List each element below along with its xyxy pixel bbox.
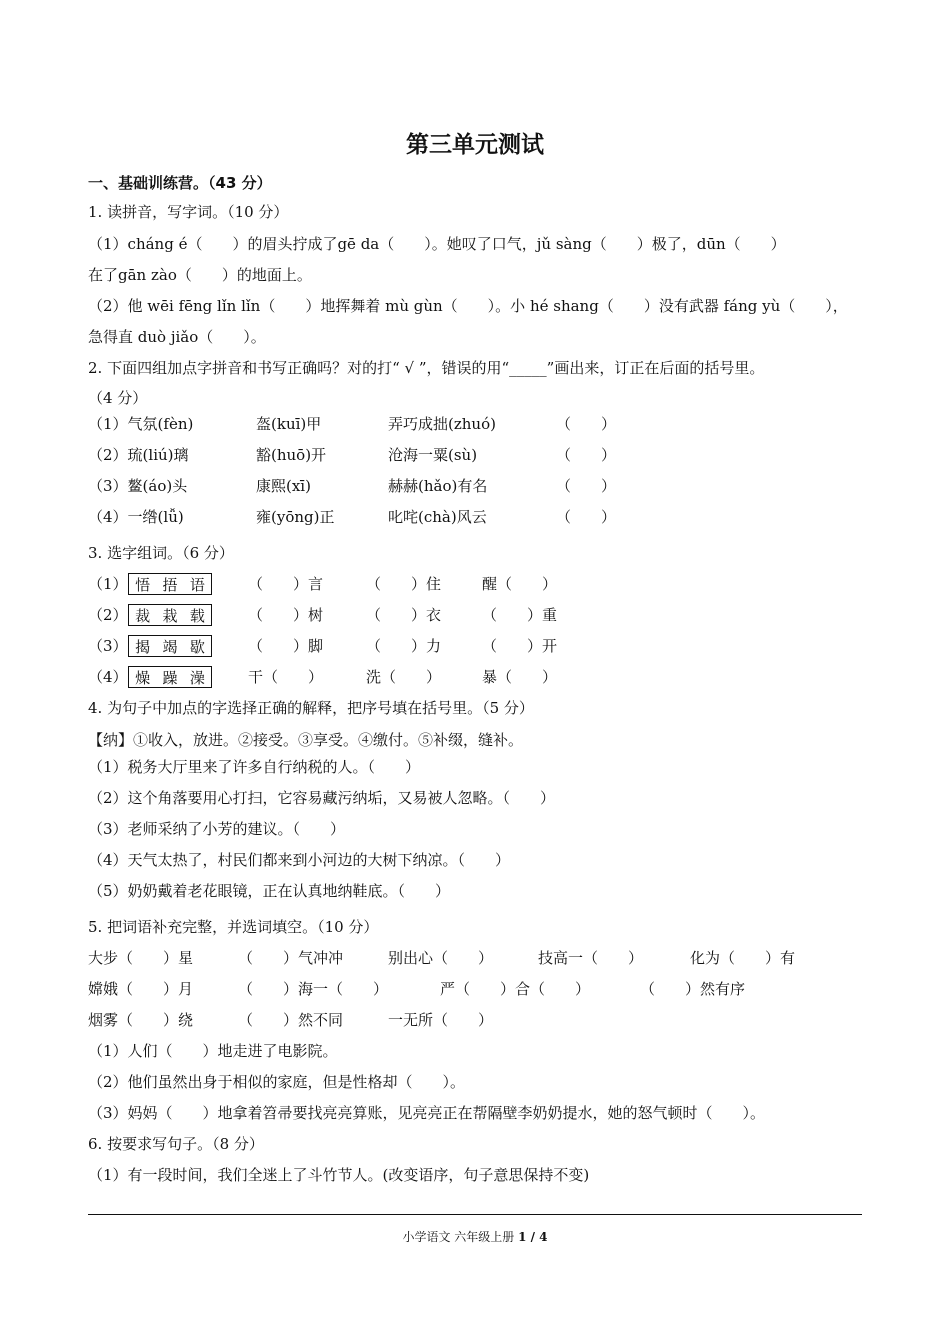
q5-idiom: 技高一（ ） bbox=[538, 949, 644, 967]
q5-idiom: 化为（ ）有 bbox=[690, 949, 796, 967]
char: 歇 bbox=[189, 637, 205, 656]
q4-item: （4）天气太热了，村民们都来到小河边的大树下纳凉。（ ） bbox=[88, 851, 511, 869]
q3-row-3-a: （ ）脚 bbox=[248, 637, 324, 655]
q2-row-3-b: 康熙(xī) bbox=[256, 477, 311, 495]
char: 揭 bbox=[135, 637, 151, 656]
question-1-line: （1）cháng é（ ）的眉头拧成了gē da（ ）。她叹了口气，jǔ sàng（ ）极了，dūn（ ） bbox=[88, 235, 786, 253]
q5-idiom: （ ）海一（ ） bbox=[238, 980, 389, 998]
q3-row-2-char-box bbox=[128, 604, 212, 626]
q3-row-3-c: （ ）开 bbox=[482, 637, 558, 655]
footer-rule bbox=[88, 1214, 862, 1215]
q5-idiom: （ ）气冲冲 bbox=[238, 949, 344, 967]
q4-item: （3）老师采纳了小芳的建议。（ ） bbox=[88, 820, 346, 838]
q3-row-3-char-box bbox=[128, 635, 212, 657]
q2-row-3-answer: （ ） bbox=[556, 477, 617, 495]
q3-row-1-char-box bbox=[128, 573, 212, 595]
q6-item: （1）有一段时间，我们全迷上了斗竹节人。(改变语序，句子意思保持不变) bbox=[88, 1166, 590, 1184]
q2-row-3-a: （3）鳌(áo)头 bbox=[88, 477, 188, 495]
q2-row-4-a: （4）一绺(lǚ) bbox=[88, 508, 184, 526]
q2-row-4-c: 叱咤(chà)风云 bbox=[388, 508, 487, 526]
footer-text: 小学语文 六年级上册 bbox=[402, 1230, 519, 1244]
q2-row-2-b: 豁(huō)开 bbox=[256, 446, 327, 464]
q2-row-1-c: 弄巧成拙(zhuó) bbox=[388, 415, 496, 433]
q5-idiom: 别出心（ ） bbox=[388, 949, 494, 967]
q3-row-4-char-box bbox=[128, 666, 212, 688]
page-number: 1 / 4 bbox=[518, 1230, 548, 1244]
question-4-definition: 【纳】①收入，放进。②接受。③享受。④缴付。⑤补缀，缝补。 bbox=[88, 731, 524, 749]
q3-row-3-num: （3） bbox=[88, 637, 128, 655]
char: 载 bbox=[189, 606, 205, 625]
q5-idiom: 严（ ）合（ ） bbox=[440, 980, 591, 998]
q5-sentence: （2）他们虽然出身于相似的家庭，但是性格却（ ）。 bbox=[88, 1073, 466, 1091]
q4-item: （5）奶奶戴着老花眼镜，正在认真地纳鞋底。（ ） bbox=[88, 882, 451, 900]
char: 躁 bbox=[162, 668, 178, 687]
q2-row-1-a: （1）气氛(fèn) bbox=[88, 415, 194, 433]
q4-item: （2）这个角落要用心打扫，它容易藏污纳垢，又易被人忽略。（ ） bbox=[88, 789, 556, 807]
question-4-heading: 4. 为句子中加点的字选择正确的解释，把序号填在括号里。（5 分） bbox=[88, 699, 534, 717]
char: 燥 bbox=[135, 668, 151, 687]
q2-row-1-answer: （ ） bbox=[556, 415, 617, 433]
section-heading: 一、基础训练营。（43 分） bbox=[88, 174, 272, 192]
q5-idiom: 大步（ ）星 bbox=[88, 949, 194, 967]
question-1-heading: 1. 读拼音，写字词。（10 分） bbox=[88, 203, 289, 221]
question-1-line: 在了gān zào（ ）的地面上。 bbox=[88, 266, 312, 284]
question-2-heading: 2. 下面四组加点字拼音和书写正确吗？对的打“ √ ”，错误的用“_____”画出来，订正在后面的括号里。 bbox=[88, 359, 765, 377]
q5-sentence: （1）人们（ ）地走进了电影院。 bbox=[88, 1042, 338, 1060]
q3-row-2-num: （2） bbox=[88, 606, 128, 624]
q2-row-2-c: 沧海一粟(sù) bbox=[388, 446, 478, 464]
q3-row-1-a: （ ）言 bbox=[248, 575, 324, 593]
q2-row-4-answer: （ ） bbox=[556, 508, 617, 526]
q3-row-1-c: 醒（ ） bbox=[482, 575, 558, 593]
q2-row-1-b: 盔(kuī)甲 bbox=[256, 415, 322, 433]
q5-idiom: 一无所（ ） bbox=[388, 1011, 494, 1029]
question-2-score: （4 分） bbox=[88, 389, 148, 407]
q2-row-3-c: 赫赫(hǎo)有名 bbox=[388, 477, 488, 495]
q5-idiom: 嫦娥（ ）月 bbox=[88, 980, 194, 998]
q4-item: （1）税务大厅里来了许多自行纳税的人。（ ） bbox=[88, 758, 421, 776]
q2-row-2-answer: （ ） bbox=[556, 446, 617, 464]
char: 语 bbox=[189, 575, 205, 594]
page-footer bbox=[0, 1228, 950, 1245]
q3-row-4-a: 干（ ） bbox=[248, 668, 324, 686]
question-1-line: （2）他 wēi fēng lǐn lǐn（ ）地挥舞着 mù gùn（ ）。小 hé shang（ ）没有武器 fáng yù（ ）， bbox=[88, 297, 848, 315]
q3-row-1-b: （ ）住 bbox=[366, 575, 442, 593]
q5-idiom: （ ）然有序 bbox=[640, 980, 746, 998]
char: 栽 bbox=[162, 606, 178, 625]
q5-sentence: （3）妈妈（ ）地拿着笤帚要找亮亮算账，见亮亮正在帮隔壁李奶奶提水，她的怒气顿时（ ）。 bbox=[88, 1104, 766, 1122]
char: 澡 bbox=[189, 668, 205, 687]
char: 裁 bbox=[135, 606, 151, 625]
q2-row-4-b: 雍(yōng)正 bbox=[256, 508, 335, 526]
question-5-heading: 5. 把词语补充完整，并选词填空。（10 分） bbox=[88, 918, 379, 936]
q3-row-2-a: （ ）树 bbox=[248, 606, 324, 624]
q3-row-4-c: 暴（ ） bbox=[482, 668, 558, 686]
q5-idiom: 烟雾（ ）绕 bbox=[88, 1011, 194, 1029]
q3-row-2-c: （ ）重 bbox=[482, 606, 558, 624]
question-1-line: 急得直 duò jiǎo（ ）。 bbox=[88, 328, 266, 346]
q3-row-1-num: （1） bbox=[88, 575, 128, 593]
question-6-heading: 6. 按要求写句子。（8 分） bbox=[88, 1135, 264, 1153]
question-3-heading: 3. 选字组词。（6 分） bbox=[88, 544, 234, 562]
page-title: 第三单元测试 bbox=[406, 132, 544, 158]
char: 悟 bbox=[135, 575, 151, 594]
char: 竭 bbox=[162, 637, 178, 656]
char: 捂 bbox=[162, 575, 178, 594]
q2-row-2-a: （2）琉(liú)璃 bbox=[88, 446, 189, 464]
q3-row-2-b: （ ）衣 bbox=[366, 606, 442, 624]
q5-idiom: （ ）然不同 bbox=[238, 1011, 344, 1029]
q3-row-4-num: （4） bbox=[88, 668, 128, 686]
q3-row-3-b: （ ）力 bbox=[366, 637, 442, 655]
q3-row-4-b: 洗（ ） bbox=[366, 668, 442, 686]
